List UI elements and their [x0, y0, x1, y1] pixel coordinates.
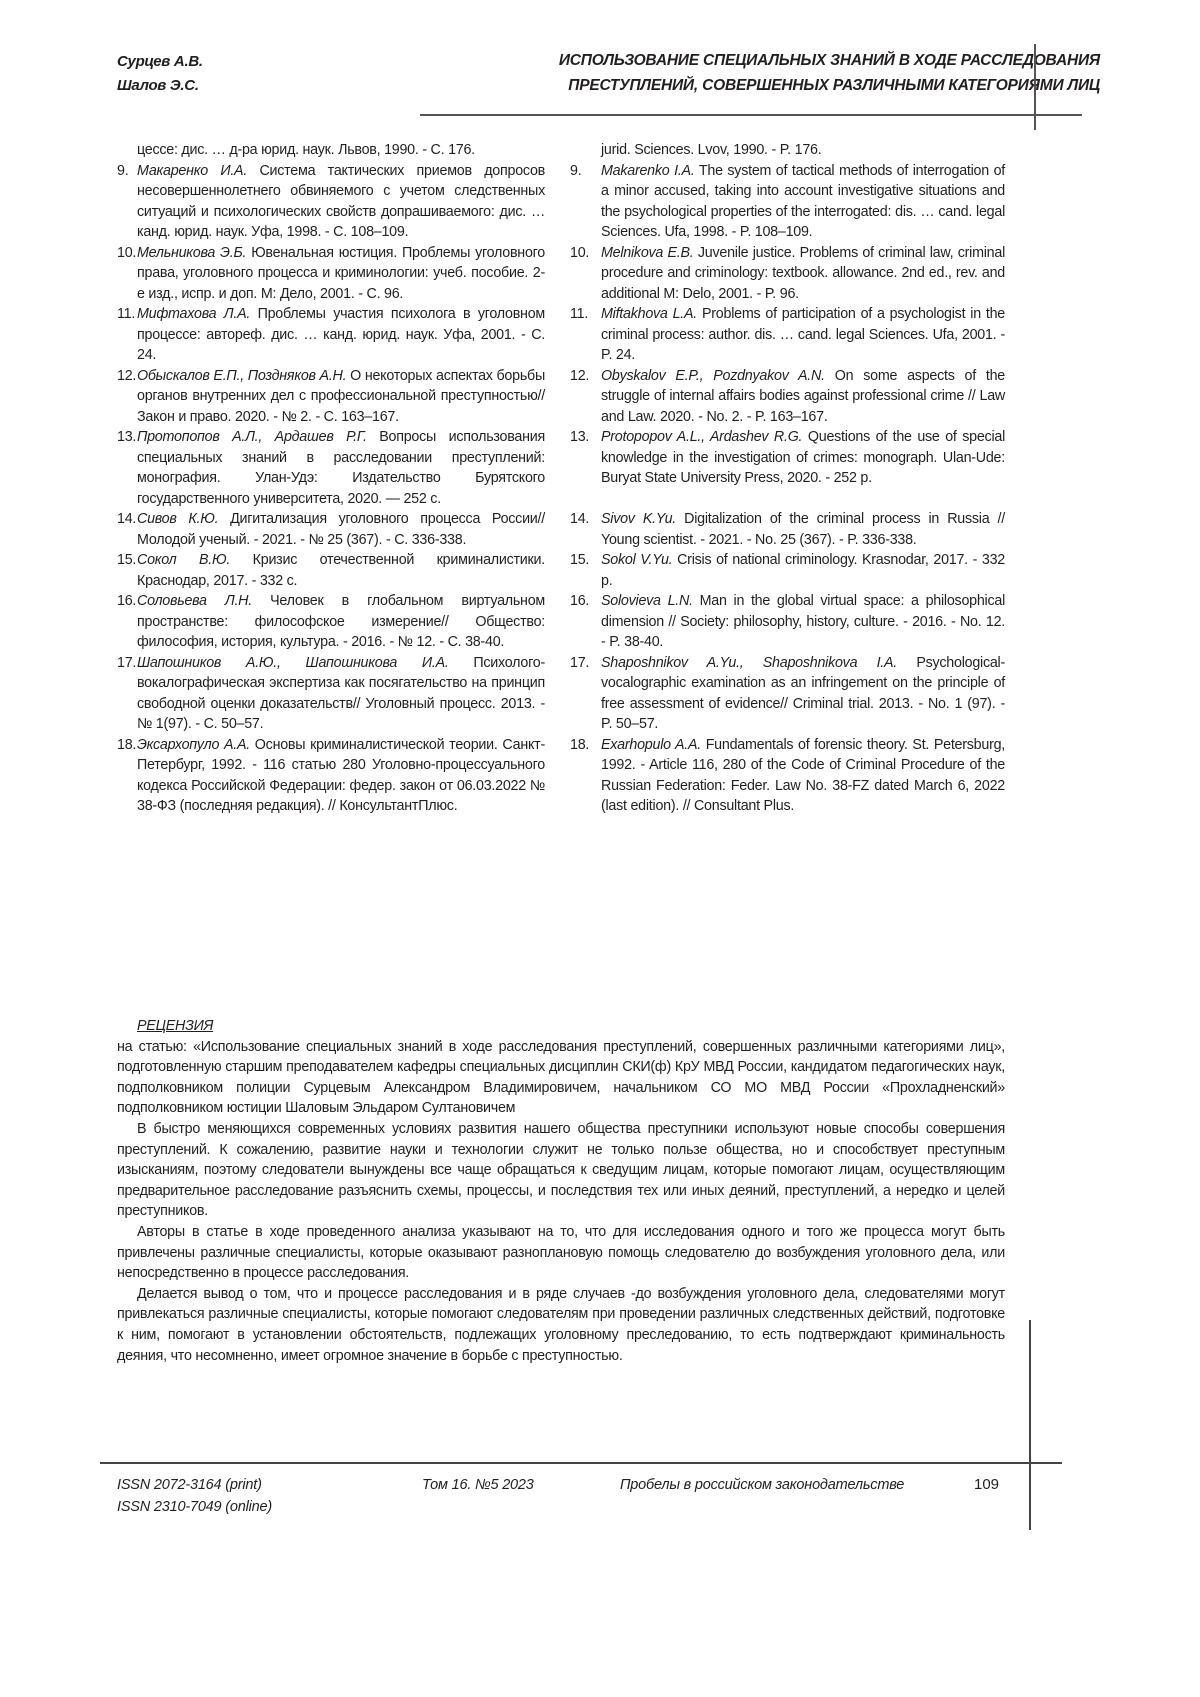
reference-en — [545, 509, 1005, 550]
reference-number: 11. — [570, 304, 601, 366]
author-2: Шалов Э.С. — [117, 74, 203, 98]
reference-body: On some aspects of the struggle of internal affairs bodies against professional crime // Law and Law. 2020. - No. 2. - P. 163–167. — [601, 368, 1005, 425]
reference-author: Sokol V.Yu. — [601, 552, 672, 568]
reference-number: 12. — [117, 366, 137, 428]
reference-number: 17. — [117, 653, 137, 735]
reference-author: Protopopov A.L., Ardashev R.G. — [601, 429, 802, 445]
reference-number: 18. — [117, 735, 137, 817]
reference-author: Miftakhova L.A. — [601, 306, 697, 322]
reference-ru — [117, 509, 545, 550]
footer-volume: Том 16. №5 2023 — [422, 1474, 534, 1496]
reference-text — [137, 366, 545, 428]
reference-author: Сокол В.Ю. — [137, 552, 230, 568]
issn-print: ISSN 2072-3164 (print) — [117, 1474, 272, 1496]
reference-number: 10. — [570, 243, 601, 305]
reference-body: Ювенальная юстиция. Проблемы уголовного права, уголовного процесса и криминологии: учеб. пособие. 2-е изд., испр. и доп. М: Дело, 2001. - С. 96. — [137, 245, 545, 302]
reference-en — [545, 161, 1005, 243]
reference-body: Психолого-вокалографическая экспертиза как посягательство на принцип свободной оценки доказательств// Уголовный процесс. 2013. - № 1(97). - С. 50–57. — [137, 655, 545, 733]
review-section — [117, 1016, 1005, 1366]
reference-ru — [117, 366, 545, 428]
reference-text — [137, 243, 545, 305]
reference-number: 13. — [570, 427, 601, 509]
reference-text — [137, 653, 545, 735]
reference-text — [137, 161, 545, 243]
reference-author: Melnikova E.B. — [601, 245, 694, 261]
reference-text — [601, 550, 1005, 591]
reference-text — [601, 735, 1005, 817]
reference-text — [137, 304, 545, 366]
reference-number: 14. — [117, 509, 137, 550]
reference-text — [137, 509, 545, 550]
reference-row — [117, 591, 1005, 653]
reference-number — [117, 140, 137, 161]
reference-body: Crisis of national criminology. Krasnodar, 2017. - 332 p. — [601, 552, 1005, 589]
footer-journal: Пробелы в российском законодательстве — [620, 1474, 904, 1496]
header-authors — [117, 50, 203, 98]
footer-issn — [117, 1474, 272, 1518]
reference-row — [117, 161, 1005, 243]
reference-author: Шапошников А.Ю., Шапошникова И.А. — [137, 655, 449, 671]
reference-author: Эксархопуло А.А. — [137, 737, 250, 753]
reference-number: 13. — [117, 427, 137, 509]
reference-row — [117, 550, 1005, 591]
reference-row — [117, 653, 1005, 735]
reference-body: Psychological-vocalographic examination as an infringement on the principle of free assessment of evidence// Criminal trial. 2013. - No. 1 (97). - P. 50–57. — [601, 655, 1005, 733]
reference-author: Obyskalov E.P., Pozdnyakov A.N. — [601, 368, 825, 384]
reference-body: Juvenile justice. Problems of criminal law, criminal procedure and criminology: textbook. allowance. 2nd ed., rev. and additional M: Delo, 2001. - P. 96. — [601, 245, 1005, 302]
reference-author: Exarhopulo A.A. — [601, 737, 701, 753]
author-1: Сурцев А.В. — [117, 50, 203, 74]
running-title-line: ИСПОЛЬЗОВАНИЕ СПЕЦИАЛЬНЫХ ЗНАНИЙ В ХОДЕ РАССЛЕДОВАНИЯ — [460, 48, 1100, 73]
references-list — [117, 140, 1005, 817]
review-paragraph: Авторы в статье в ходе проведенного анализа указывают на то, что для исследования одного и того же процесса могут быть привлечены различные специалисты, которые оказывают разноплановую помощь следователю до возбуждения уголовного дела, или непосредственно в процессе расследования. — [117, 1222, 1005, 1284]
reference-en — [545, 304, 1005, 366]
reference-text — [601, 366, 1005, 428]
reference-body: Человек в глобальном виртуальном пространстве: философское измерение// Общество: философия, история, культура. - 2016. - № 12. - С. 38-40. — [137, 593, 545, 650]
reference-row — [117, 509, 1005, 550]
reference-ru — [117, 140, 545, 161]
reference-text — [601, 243, 1005, 305]
reference-number: 16. — [117, 591, 137, 653]
issn-online: ISSN 2310-7049 (online) — [117, 1496, 272, 1518]
reference-body: цессе: дис. … д-ра юрид. наук. Львов, 1990. - С. 176. — [137, 142, 475, 158]
reference-ru — [117, 427, 545, 509]
reference-ru — [117, 591, 545, 653]
reference-en — [545, 427, 1005, 509]
reference-en — [545, 653, 1005, 735]
reference-en — [545, 366, 1005, 428]
reference-number — [570, 140, 601, 161]
reference-author: Shaposhnikov A.Yu., Shaposhnikova I.A. — [601, 655, 897, 671]
reference-author: Протопопов А.Л., Ардашев Р.Г. — [137, 429, 367, 445]
reference-ru — [117, 304, 545, 366]
reference-text — [601, 304, 1005, 366]
reference-number: 15. — [570, 550, 601, 591]
reference-text — [137, 550, 545, 591]
reference-number: 17. — [570, 653, 601, 735]
reference-text — [601, 509, 1005, 550]
reference-en — [545, 243, 1005, 305]
reference-number: 9. — [117, 161, 137, 243]
reference-author: Соловьева Л.Н. — [137, 593, 252, 609]
reference-body: Fundamentals of forensic theory. St. Petersburg, 1992. - Article 116, 280 of the Code of Criminal Procedure of the Russian Federation: Feder. Law No. 38-FZ dated March 6, 2022 (last edition). // Consultant Plus. — [601, 737, 1005, 815]
footer-vertical-rule — [1029, 1320, 1031, 1530]
header-vertical-rule — [1034, 44, 1036, 130]
reference-text — [601, 427, 1005, 509]
reference-row — [117, 735, 1005, 817]
reference-ru — [117, 243, 545, 305]
reference-en — [545, 140, 1005, 161]
reference-body: Digitalization of the criminal process in Russia // Young scientist. - 2021. - No. 25 (367). - P. 336-338. — [601, 511, 1005, 548]
reference-body: jurid. Sciences. Lvov, 1990. - P. 176. — [601, 142, 821, 158]
reference-ru — [117, 161, 545, 243]
reference-text — [601, 140, 1005, 161]
reference-text — [137, 427, 545, 509]
review-title: РЕЦЕНЗИЯ — [137, 1016, 1005, 1037]
reference-text — [601, 653, 1005, 735]
reference-body: Основы криминалистической теории. Санкт-Петербург, 1992. - 116 статью 280 Уголовно-процессуального кодекса Российской Федерации: федер. закон от 06.03.2022 № 38-ФЗ (последняя редакция). // КонсультантПлюс. — [137, 737, 545, 815]
reference-number: 14. — [570, 509, 601, 550]
review-paragraph: на статью: «Использование специальных знаний в ходе расследования преступлений, совершенных различными категориями лиц», подготовленную старшим преподавателем кафедры специальных дисциплин СКИ(ф) КрУ МВД России, кандидатом педагогических наук, подполковником полиции Сурцевым Александром Владимировичем, начальником СО МО МВД России «Прохладненский» подполковником юстиции Шаловым Эльдаром Султановичем — [117, 1037, 1005, 1119]
reference-row — [117, 366, 1005, 428]
reference-en — [545, 591, 1005, 653]
footer-rule — [100, 1462, 1062, 1464]
reference-text — [137, 735, 545, 817]
reference-row — [117, 304, 1005, 366]
reference-body: Проблемы участия психолога в уголовном процессе: автореф. дис. … канд. юрид. наук. Уфа, 2001. - С. 24. — [137, 306, 545, 363]
reference-body: Дигитализация уголовного процесса России// Молодой ученый. - 2021. - № 25 (367). - С. 336-338. — [137, 511, 545, 548]
reference-text — [137, 591, 545, 653]
header-rule — [420, 114, 1082, 116]
reference-author: Обыскалов Е.П., Поздняков А.Н. — [137, 368, 346, 384]
page-number: 109 — [974, 1474, 999, 1496]
reference-author: Макаренко И.А. — [137, 163, 247, 179]
reference-body: Questions of the use of special knowledge in the investigation of crimes: monograph. Ulan-Ude: Buryat State University Press, 2020. - 252 p. — [601, 429, 1005, 486]
reference-number: 12. — [570, 366, 601, 428]
reference-body: The system of tactical methods of interrogation of a minor accused, taking into account investigative situations and the psychological properties of the interrogated: dis. … cand. legal Sciences. Ufa, 1998. - P. 108–109. — [601, 163, 1005, 241]
reference-number: 10. — [117, 243, 137, 305]
reference-text — [601, 161, 1005, 243]
reference-ru — [117, 550, 545, 591]
reference-number: 11. — [117, 304, 137, 366]
reference-text — [137, 140, 545, 161]
reference-author: Sivov K.Yu. — [601, 511, 676, 527]
reference-text — [601, 591, 1005, 653]
reference-number: 16. — [570, 591, 601, 653]
reference-body: Кризис отечественной криминалистики. Краснодар, 2017. - 332 с. — [137, 552, 545, 589]
reference-ru — [117, 653, 545, 735]
review-paragraph: В быстро меняющихся современных условиях развития нашего общества преступники используют новые способы совершения преступлений. К сожалению, развитие науки и технологии служит не только пользе общества, но и способствует преступным изысканиям, поэтому следователи вынуждены все чаще обращаться к сведущим лицам, которые помогают лицам, осуществляющим предварительное расследование разъяснить схемы, процессы, и последствия тех или иных деяний, преступлений, а нередко и целей преступников. — [117, 1119, 1005, 1222]
reference-body: Problems of participation of a psychologist in the criminal process: author. dis. … cand. legal Sciences. Ufa, 2001. - P. 24. — [601, 306, 1005, 363]
reference-row — [117, 140, 1005, 161]
reference-author: Makarenko I.A. — [601, 163, 695, 179]
running-title — [460, 48, 1100, 98]
reference-ru — [117, 735, 545, 817]
reference-body: Вопросы использования специальных знаний в расследовании преступлений: монография. Улан-Удэ: Издательство Бурятского государственного университета, 2020. — 252 с. — [137, 429, 545, 507]
reference-body: О некоторых аспектах борьбы органов внутренних дел с профессиональной преступностью// Закон и право. 2020. - № 2. - С. 163–167. — [137, 368, 545, 425]
reference-body: Система тактических приемов допросов несовершеннолетнего обвиняемого с учетом следственных ситуаций и психологических свойств допрашиваемого: дис. … канд. юрид. наук. Уфа, 1998. - С. 108–109. — [137, 163, 545, 241]
review-paragraph: Делается вывод о том, что и процессе расследования и в ряде случаев -до возбуждения уголовного дела, следователями могут привлекаться различные специалисты, которые помогают следователям при проведении различных следственных действий, подготовке к ним, помогают в установлении обстоятельств, подлежащих уголовному преследованию, то есть подтверждают криминальность деяния, что несомненно, имеет огромное значение в борьбе с преступностью. — [117, 1284, 1005, 1366]
running-title-line: ПРЕСТУПЛЕНИЙ, СОВЕРШЕННЫХ РАЗЛИЧНЫМИ КАТЕГОРИЯМИ ЛИЦ — [460, 73, 1100, 98]
reference-author: Мельникова Э.Б. — [137, 245, 246, 261]
reference-body: Man in the global virtual space: a philosophical dimension // Society: philosophy, history, culture. - 2016. - No. 12. - P. 38-40. — [601, 593, 1005, 650]
reference-number: 15. — [117, 550, 137, 591]
reference-row — [117, 243, 1005, 305]
reference-author: Сивов К.Ю. — [137, 511, 218, 527]
reference-number: 9. — [570, 161, 601, 243]
reference-en — [545, 735, 1005, 817]
reference-author: Solovieva L.N. — [601, 593, 693, 609]
reference-row — [117, 427, 1005, 509]
reference-author: Мифтахова Л.А. — [137, 306, 250, 322]
reference-number: 18. — [570, 735, 601, 817]
reference-en — [545, 550, 1005, 591]
